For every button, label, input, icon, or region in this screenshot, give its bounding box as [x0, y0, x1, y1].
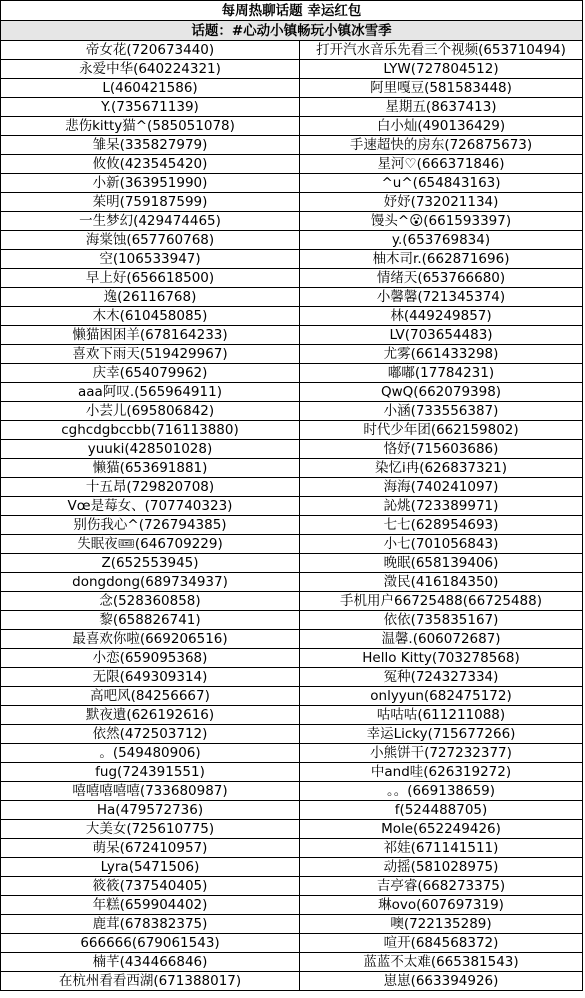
winner-cell-left: 高吧风(84256667)	[1, 687, 300, 706]
winner-cell-right: 澂民(416184350)	[300, 573, 583, 592]
winner-cell-right: 白小灿(490136429)	[300, 117, 583, 136]
table-row	[1, 497, 583, 516]
table-row	[1, 839, 583, 858]
winner-cell-right: 吉亭睿(668273375)	[300, 877, 583, 896]
winner-cell-right: 幸运Licky(715677266)	[300, 725, 583, 744]
winner-cell-right: 柚木司r.(662871696)	[300, 250, 583, 269]
winner-cell-left: 无限(649309314)	[1, 668, 300, 687]
table-row	[1, 668, 583, 687]
winner-cell-left: 最喜欢你啦(669206516)	[1, 630, 300, 649]
winner-cell-left: 小恋(659095368)	[1, 649, 300, 668]
table-row	[1, 136, 583, 155]
table-row	[1, 801, 583, 820]
winner-cell-right: 中and哇(626319272)	[300, 763, 583, 782]
winner-cell-right: 蓝蓝不太难(665381543)	[300, 953, 583, 972]
table-row	[1, 896, 583, 915]
table-row	[1, 60, 583, 79]
winner-cell-left: aaa阿叹.(565964911)	[1, 383, 300, 402]
topic-heading: 话题：#心动小镇畅玩小镇冰雪季	[1, 21, 583, 41]
winner-cell-left: 木木(610458085)	[1, 307, 300, 326]
table-row	[1, 687, 583, 706]
winner-cell-right: 恪妤(715603686)	[300, 440, 583, 459]
winner-cell-right: 咕咕咕(611211088)	[300, 706, 583, 725]
table-row	[1, 288, 583, 307]
winner-cell-right: 手速超快的房东(726875673)	[300, 136, 583, 155]
winner-cell-left: 失眠夜🎟(646709229)	[1, 535, 300, 554]
winner-cell-left: 。(549480906)	[1, 744, 300, 763]
winner-cell-left: 筱筱(737540405)	[1, 877, 300, 896]
winner-cell-left: 悲伤kitty猫^(585051078)	[1, 117, 300, 136]
winner-cell-left: 庆幸(654079962)	[1, 364, 300, 383]
winner-cell-right: 琳ovo(607697319)	[300, 896, 583, 915]
table-row	[1, 383, 583, 402]
winner-cell-right: Mole(652249426)	[300, 820, 583, 839]
winner-cell-left: 别伤我心^(726794385)	[1, 516, 300, 535]
winner-cell-left: 念(528360858)	[1, 592, 300, 611]
winner-cell-right: 喧开(684568372)	[300, 934, 583, 953]
winner-cell-left: 年糕(659904402)	[1, 896, 300, 915]
winner-cell-right: 手机用户66725488(66725488)	[300, 592, 583, 611]
table-row	[1, 459, 583, 478]
table-row	[1, 858, 583, 877]
table-row	[1, 554, 583, 573]
table-row	[1, 41, 583, 60]
winner-cell-left: cghcdgbccbb(716113880)	[1, 421, 300, 440]
table-row	[1, 915, 583, 934]
winner-cell-left: Vœ是莓女、(707740323)	[1, 497, 300, 516]
winner-cell-right: 情绪天(653766680)	[300, 269, 583, 288]
winner-cell-left: 懒猫困困羊(678164233)	[1, 326, 300, 345]
table-row	[1, 440, 583, 459]
winner-cell-left: 依然(472503712)	[1, 725, 300, 744]
table-row	[1, 117, 583, 136]
winner-cell-right: 星河♡(666371846)	[300, 155, 583, 174]
table-row	[1, 630, 583, 649]
winner-cell-left: 空(106533947)	[1, 250, 300, 269]
winner-cell-left: Ha(479572736)	[1, 801, 300, 820]
table-row	[1, 269, 583, 288]
table-row	[1, 744, 583, 763]
winner-cell-right: 林(449249857)	[300, 307, 583, 326]
winner-cell-left: 帝女花(720673440)	[1, 41, 300, 60]
winner-cell-right: 动摇(581028975)	[300, 858, 583, 877]
winner-cell-right: 馒头^😮(661593397)	[300, 212, 583, 231]
table-row	[1, 725, 583, 744]
winner-cell-left: 默夜遺(626192616)	[1, 706, 300, 725]
table-row	[1, 345, 583, 364]
winner-cell-right: 染忆i冉(626837321)	[300, 459, 583, 478]
winner-cell-left: 小芸儿(695806842)	[1, 402, 300, 421]
title-row	[1, 1, 583, 21]
winner-cell-right: onlyyun(682475172)	[300, 687, 583, 706]
winner-cell-right: 阿里嘎豆(581583448)	[300, 79, 583, 98]
winner-cell-left: 黎(658826741)	[1, 611, 300, 630]
winner-cell-right: 尤雾(661433298)	[300, 345, 583, 364]
winner-cell-right: 崽崽(663394926)	[300, 972, 583, 991]
table-row	[1, 782, 583, 801]
winner-cell-right: 海海(740241097)	[300, 478, 583, 497]
table-row	[1, 421, 583, 440]
table-row	[1, 402, 583, 421]
table-row	[1, 592, 583, 611]
winner-cell-right: 噢(722135289)	[300, 915, 583, 934]
winner-cell-right: ^u^(654843163)	[300, 174, 583, 193]
table-row	[1, 307, 583, 326]
winner-cell-left: 喜欢下雨天(519429967)	[1, 345, 300, 364]
table-row	[1, 79, 583, 98]
winner-cell-left: 海棠蚀(657760768)	[1, 231, 300, 250]
table-row	[1, 877, 583, 896]
winner-cell-right: 嘟嘟(17784231)	[300, 364, 583, 383]
table-row	[1, 98, 583, 117]
winner-cell-left: Z(652553945)	[1, 554, 300, 573]
winner-cell-right: 小熊饼干(727232377)	[300, 744, 583, 763]
winner-cell-right: 冤种(724327334)	[300, 668, 583, 687]
winner-cell-left: L(460421586)	[1, 79, 300, 98]
winner-cell-left: 大美女(725610775)	[1, 820, 300, 839]
table-row	[1, 478, 583, 497]
winner-cell-right: LV(703654483)	[300, 326, 583, 345]
winner-cell-left: Y.(735671139)	[1, 98, 300, 117]
table-row	[1, 573, 583, 592]
winner-cell-left: fug(724391551)	[1, 763, 300, 782]
topic-row	[1, 21, 583, 41]
winner-cell-left: 在杭州看看西湖(671388017)	[1, 972, 300, 991]
table-row	[1, 972, 583, 991]
winner-cell-left: 一生梦幻(429474465)	[1, 212, 300, 231]
winner-cell-left: 茱明(759187599)	[1, 193, 300, 212]
winner-cell-left: 逸(26116768)	[1, 288, 300, 307]
table-row	[1, 611, 583, 630]
table-row	[1, 953, 583, 972]
table-row	[1, 820, 583, 839]
winner-cell-left: 永爱中华(640224321)	[1, 60, 300, 79]
table-row	[1, 763, 583, 782]
table-row	[1, 250, 583, 269]
winner-cell-left: 小新(363951990)	[1, 174, 300, 193]
table-row	[1, 231, 583, 250]
winner-cell-left: Lyra(5471506)	[1, 858, 300, 877]
winners-table-body	[1, 1, 583, 991]
winner-cell-right: 七七(628954693)	[300, 516, 583, 535]
winner-cell-right: 妤妤(732021134)	[300, 193, 583, 212]
table-row	[1, 155, 583, 174]
winner-cell-right: Hello Kitty(703278568)	[300, 649, 583, 668]
winner-cell-right: LYW(727804512)	[300, 60, 583, 79]
sheet-title: 每周热聊话题 幸运红包	[1, 1, 583, 21]
winner-cell-right: 打开汽水音乐先看三个视频(653710494)	[300, 41, 583, 60]
winner-cell-right: 訫烑(723389971)	[300, 497, 583, 516]
winner-cell-left: dongdong(689734937)	[1, 573, 300, 592]
winner-cell-right: 祁娃(671141511)	[300, 839, 583, 858]
winner-cell-right: y.(653769834)	[300, 231, 583, 250]
table-row	[1, 326, 583, 345]
winner-cell-left: 懒猫(653691881)	[1, 459, 300, 478]
table-row	[1, 193, 583, 212]
winner-cell-left: 早上好(656618500)	[1, 269, 300, 288]
table-row	[1, 212, 583, 231]
winner-cell-left: yuuki(428501028)	[1, 440, 300, 459]
winner-cell-right: 小七(701056843)	[300, 535, 583, 554]
table-row	[1, 174, 583, 193]
table-row	[1, 364, 583, 383]
winner-cell-right: 小馨馨(721345374)	[300, 288, 583, 307]
winner-cell-right: QwQ(662079398)	[300, 383, 583, 402]
winner-cell-left: 雏呆(335827979)	[1, 136, 300, 155]
table-row	[1, 934, 583, 953]
winner-cell-right: 温馨.(606072687)	[300, 630, 583, 649]
winner-cell-left: 萌呆(672410957)	[1, 839, 300, 858]
winner-cell-right: 晚眠(658139406)	[300, 554, 583, 573]
table-row	[1, 649, 583, 668]
winner-cell-left: 十五昂(729820708)	[1, 478, 300, 497]
winner-cell-left: 鹿茸(678382375)	[1, 915, 300, 934]
winner-cell-left: 嘻嘻嘻嘻嘻(733680987)	[1, 782, 300, 801]
winner-cell-right: 依依(735835167)	[300, 611, 583, 630]
winner-cell-right: 。。(669138659)	[300, 782, 583, 801]
winner-cell-right: f(524488705)	[300, 801, 583, 820]
table-row	[1, 516, 583, 535]
winner-cell-left: 攸攸(423545420)	[1, 155, 300, 174]
winner-cell-right: 小涵(733556387)	[300, 402, 583, 421]
winner-cell-left: 666666(679061543)	[1, 934, 300, 953]
winner-cell-left: 楠芊(434466846)	[1, 953, 300, 972]
table-row	[1, 706, 583, 725]
table-row	[1, 535, 583, 554]
winner-cell-right: 星期五(8637413)	[300, 98, 583, 117]
winner-cell-right: 时代少年团(662159802)	[300, 421, 583, 440]
